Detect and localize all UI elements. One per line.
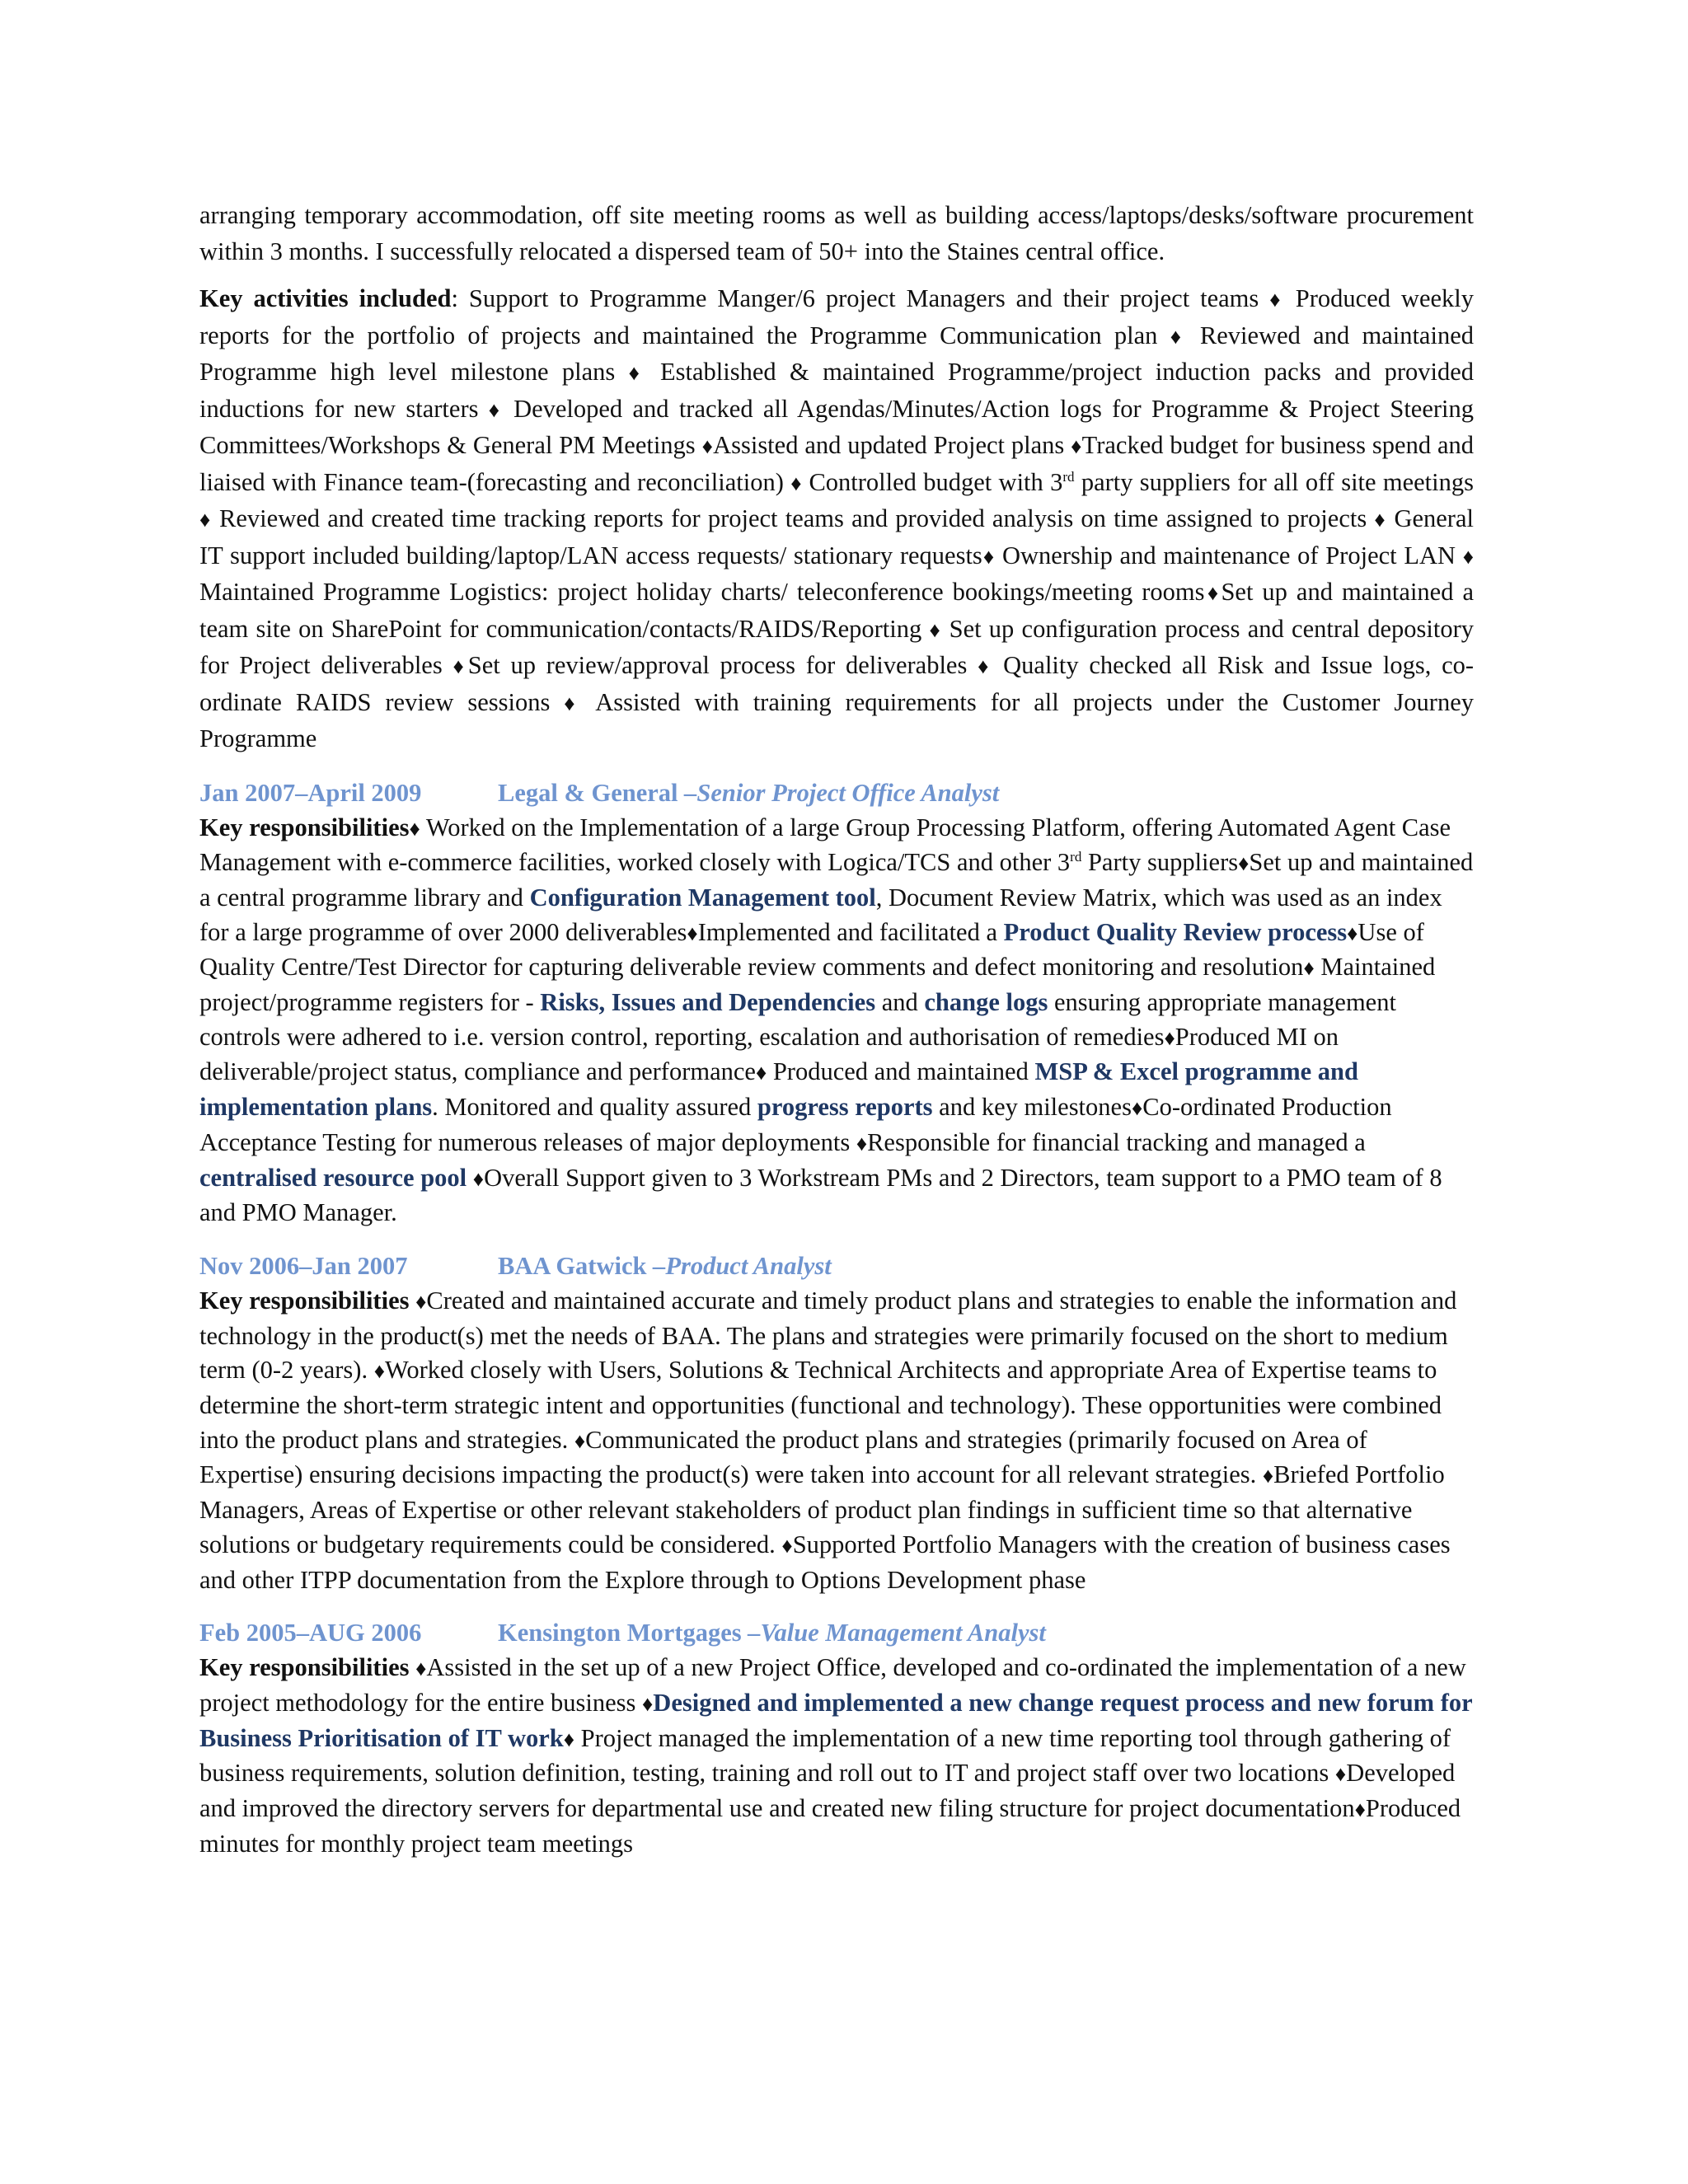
diamond-bullet-icon: ♦ (1071, 434, 1082, 458)
diamond-bullet-icon: ♦ (1303, 956, 1315, 981)
diamond-bullet-icon: ♦ (415, 1657, 427, 1681)
responsibilities-label: Key responsibilities (199, 1286, 410, 1315)
diamond-bullet-icon: ♦ (755, 1061, 767, 1085)
job-dates: Jan 2007–April 2009 (199, 778, 422, 807)
diamond-bullet-icon: ♦ (488, 397, 504, 422)
diamond-bullet-icon: ♦ (415, 1289, 427, 1314)
job-role: –Senior Project Office Analyst (684, 778, 1000, 807)
diamond-bullet-icon: ♦ (982, 544, 996, 569)
diamond-bullet-icon: ♦ (1334, 1762, 1347, 1787)
job-entry-legal-general (199, 776, 1474, 1230)
job-role: –Value Management Analyst (748, 1619, 1046, 1647)
highlight-text: progress reports (757, 1093, 933, 1122)
job-dates: Feb 2005–AUG 2006 (199, 1619, 422, 1647)
diamond-bullet-icon: ♦ (929, 617, 942, 642)
diamond-bullet-icon: ♦ (1131, 1096, 1143, 1121)
highlight-text: MSP & Excel programme and implementation plans (199, 1057, 1358, 1122)
cv-content (199, 198, 1474, 1861)
diamond-bullet-icon: ♦ (1164, 1025, 1175, 1050)
diamond-bullet-icon: ♦ (856, 1131, 868, 1155)
diamond-bullet-icon: ♦ (701, 434, 714, 458)
job-dates: Nov 2006–Jan 2007 (199, 1251, 408, 1280)
highlight-text: centralised resource pool (199, 1163, 467, 1192)
responsibilities-label: Key responsibilities (199, 813, 410, 841)
diamond-bullet-icon: ♦ (199, 508, 212, 532)
diamond-bullet-icon: ♦ (1204, 581, 1221, 605)
diamond-bullet-icon: ♦ (1269, 288, 1285, 312)
diamond-bullet-icon: ♦ (642, 1691, 654, 1716)
job-header (199, 776, 1474, 811)
highlight-text: Risks, Issues and Dependencies (540, 988, 876, 1017)
job-company: Kensington Mortgages (498, 1619, 742, 1647)
diamond-bullet-icon: ♦ (373, 1359, 385, 1384)
diamond-bullet-icon: ♦ (574, 1428, 586, 1453)
diamond-bullet-icon: ♦ (1238, 851, 1250, 876)
diamond-bullet-icon: ♦ (978, 654, 993, 678)
diamond-bullet-icon: ♦ (1374, 508, 1387, 532)
job-entry-baa-gatwick (199, 1249, 1474, 1597)
key-activities-label: Key activities included (199, 284, 452, 312)
diamond-bullet-icon: ♦ (781, 1533, 793, 1558)
job-responsibilities: Key responsibilities ♦Created and maintained accurate and timely product plans and strategies to enable the information and technology in the product(s) met the needs of BAA. The plans and strategies were primarily focused on the short to medium term (0-2 years). ♦Worked closely with Users, Solutions & Technical Architects and appropriate Area of Expertise teams to determine the short-term strategic intent and opportunities (functional and technology). These opportunities were combined into the product plans and strategies. ♦Communicated the product plans and strategies (primarily focused on Area of Expertise) ensuring decisions impacting the product(s) were taken into account for all relevant strategies. ♦Briefed Portfolio Managers, Areas of Expertise or other relevant stakeholders of product plan findings in sufficient time so that alternative solutions or budgetary requirements could be considered. ♦Supported Portfolio Managers with the creation of business cases and other ITPP documentation from the Explore through to Options Development phase (199, 1286, 1457, 1594)
job-header (199, 1249, 1474, 1284)
diamond-bullet-icon: ♦ (1347, 921, 1358, 945)
job-company: Legal & General (498, 778, 678, 807)
diamond-bullet-icon: ♦ (1354, 1797, 1366, 1822)
highlight-text: change logs (924, 988, 1048, 1017)
highlight-text: Designed and implemented a new change request process and new forum for Business Prioritisation of IT work (199, 1688, 1473, 1752)
responsibilities-label: Key responsibilities (199, 1653, 410, 1682)
diamond-bullet-icon: ♦ (564, 691, 583, 715)
diamond-bullet-icon: ♦ (452, 654, 468, 678)
diamond-bullet-icon: ♦ (1170, 324, 1188, 349)
highlight-text: Configuration Management tool (529, 883, 876, 912)
diamond-bullet-icon: ♦ (1262, 1464, 1274, 1488)
job-company: BAA Gatwick (498, 1251, 647, 1280)
diamond-bullet-icon: ♦ (628, 361, 647, 385)
diamond-bullet-icon: ♦ (563, 1727, 575, 1751)
diamond-bullet-icon: ♦ (790, 471, 803, 495)
job-entry-kensington-mortgages (199, 1615, 1474, 1861)
key-activities-paragraph: Key activities included: Support to Programme Manger/6 project Managers and their project teams ♦ Produced weekly reports for the portfolio of projects and maintained the Programme Communication plan ♦ Reviewed and maintained Programme high level milestone plans ♦ Established & maintained Programme/project induction packs and provided inductions for new starters ♦ Developed and tracked all Agendas/Minutes/Action logs for Programme & Project Steering Committees/Workshops & General PM Meetings ♦Assisted and updated Project plans ♦Tracked budget for business spend and liaised with Finance team-(forecasting and reconciliation) ♦ Controlled budget with 3rd party suppliers for all off site meetings ♦ Reviewed and created time tracking reports for project teams and provided analysis on time assigned to projects ♦ General IT support included building/laptop/LAN access requests/ stationary requests♦ Ownership and maintenance of Project LAN ♦ Maintained Programme Logistics: project holiday charts/ teleconference bookings/meeting rooms♦Set up and maintained a team site on SharePoint for communication/contacts/RAIDS/Reporting ♦ Set up configuration process and central depository for Project deliverables ♦Set up review/approval process for deliverables ♦ Quality checked all Risk and Issue logs, co-ordinate RAIDS review sessions ♦ Assisted with training requirements for all projects under the Customer Journey Programme (199, 284, 1475, 752)
diamond-bullet-icon: ♦ (1462, 544, 1475, 569)
highlight-text: Product Quality Review process (1003, 917, 1348, 946)
diamond-bullet-icon: ♦ (409, 816, 420, 841)
job-responsibilities: Key responsibilities♦ Worked on the Implementation of a large Group Processing Platform, offering Automated Agent Case Management with e-commerce facilities, worked closely with Logica/TCS and other 3rd Party suppliers♦Set up and maintained a central programme library and Configuration Management tool, Document Review Matrix, which was used as an index for a large programme of over 2000 deliverables♦Implemented and facilitated a Product Quality Review process♦Use of Quality Centre/Test Director for capturing deliverable review comments and defect monitoring and resolution♦ Maintained project/programme registers for - Risks, Issues and Dependencies and change logs ensuring appropriate management controls were adhered to i.e. version control, reporting, escalation and authorisation of remedies♦Produced MI on deliverable/project status, compliance and performance♦ Produced and maintained MSP & Excel programme and implementation plans. Monitored and quality assured progress reports and key milestones♦Co-ordinated Production Acceptance Testing for numerous releases of major deployments ♦Responsible for financial tracking and managed a centralised resource pool ♦Overall Support given to 3 Workstream PMs and 2 Directors, team support to a PMO team of 8 and PMO Manager. (199, 813, 1474, 1227)
job-responsibilities: Key responsibilities ♦Assisted in the set up of a new Project Office, developed and co-ordinated the implementation of a new project methodology for the entire business ♦Designed and implemented a new change request process and new forum for Business Prioritisation of IT work♦ Project managed the implementation of a new time reporting tool through gathering of business requirements, solution definition, testing, training and roll out to IT and project staff over two locations ♦Developed and improved the directory servers for departmental use and created new filing structure for project documentation♦Produced minutes for monthly project team meetings (199, 1653, 1473, 1858)
intro-paragraph: arranging temporary accommodation, off site meeting rooms as well as building access/laptops/desks/software procurement within 3 months. I successfully relocated a dispersed team of 50+ into the Staines central office. (199, 201, 1474, 265)
diamond-bullet-icon: ♦ (472, 1166, 485, 1191)
diamond-bullet-icon: ♦ (687, 921, 698, 945)
job-role: –Product Analyst (653, 1251, 832, 1280)
job-header (199, 1615, 1474, 1651)
